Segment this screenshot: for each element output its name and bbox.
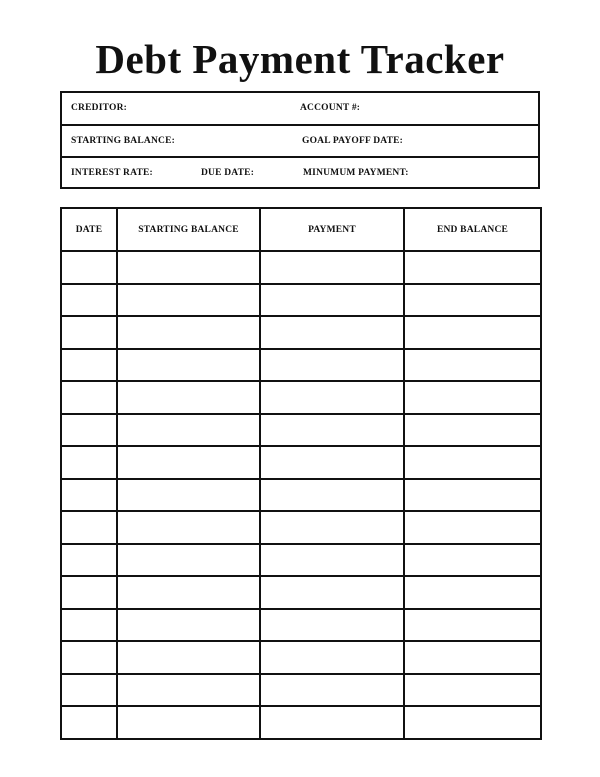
end-balance-cell[interactable] xyxy=(404,576,541,609)
date-cell[interactable] xyxy=(61,674,117,707)
page-title: Debt Payment Tracker xyxy=(95,36,505,82)
date-cell[interactable] xyxy=(61,316,117,349)
end-balance-cell[interactable] xyxy=(404,511,541,544)
starting-balance-cell[interactable] xyxy=(117,349,260,382)
account-info-box xyxy=(60,91,540,189)
starting-balance-cell[interactable] xyxy=(117,414,260,447)
payment-cell[interactable] xyxy=(260,674,404,707)
column-header-date: DATE xyxy=(61,208,117,251)
end-balance-cell[interactable] xyxy=(404,706,541,739)
end-balance-cell[interactable] xyxy=(404,674,541,707)
table-row xyxy=(61,446,541,479)
date-cell[interactable] xyxy=(61,544,117,577)
table-row xyxy=(61,706,541,739)
starting-balance-cell[interactable] xyxy=(117,641,260,674)
end-balance-cell[interactable] xyxy=(404,446,541,479)
payment-cell[interactable] xyxy=(260,479,404,512)
payment-log-table xyxy=(60,207,542,740)
date-cell[interactable] xyxy=(61,381,117,414)
date-cell[interactable] xyxy=(61,284,117,317)
info-row-terms xyxy=(62,156,538,191)
table-row xyxy=(61,381,541,414)
end-balance-cell[interactable] xyxy=(404,609,541,642)
table-header-row xyxy=(61,208,541,251)
due-date-field[interactable]: DUE DATE: xyxy=(201,168,255,178)
table-row xyxy=(61,576,541,609)
date-cell[interactable] xyxy=(61,446,117,479)
starting-balance-cell[interactable] xyxy=(117,544,260,577)
table-row xyxy=(61,251,541,284)
payment-cell[interactable] xyxy=(260,511,404,544)
column-header-end-balance: END BALANCE xyxy=(404,208,541,251)
end-balance-cell[interactable] xyxy=(404,414,541,447)
payment-cell[interactable] xyxy=(260,251,404,284)
payment-cell[interactable] xyxy=(260,414,404,447)
end-balance-cell[interactable] xyxy=(404,316,541,349)
payment-cell[interactable] xyxy=(260,609,404,642)
end-balance-cell[interactable] xyxy=(404,641,541,674)
end-balance-cell[interactable] xyxy=(404,251,541,284)
end-balance-cell[interactable] xyxy=(404,544,541,577)
table-row xyxy=(61,414,541,447)
date-cell[interactable] xyxy=(61,576,117,609)
date-cell[interactable] xyxy=(61,479,117,512)
payment-cell[interactable] xyxy=(260,446,404,479)
payment-cell[interactable] xyxy=(260,544,404,577)
payment-cell[interactable] xyxy=(260,641,404,674)
starting-balance-cell[interactable] xyxy=(117,284,260,317)
date-cell[interactable] xyxy=(61,349,117,382)
date-cell[interactable] xyxy=(61,609,117,642)
column-header-starting-balance: STARTING BALANCE xyxy=(117,208,260,251)
payment-cell[interactable] xyxy=(260,316,404,349)
end-balance-cell[interactable] xyxy=(404,381,541,414)
payment-cell[interactable] xyxy=(260,706,404,739)
starting-balance-cell[interactable] xyxy=(117,251,260,284)
starting-balance-cell[interactable] xyxy=(117,381,260,414)
starting-balance-cell[interactable] xyxy=(117,446,260,479)
starting-balance-cell[interactable] xyxy=(117,609,260,642)
creditor-field[interactable]: CREDITOR: xyxy=(71,103,127,113)
date-cell[interactable] xyxy=(61,414,117,447)
table-row xyxy=(61,544,541,577)
table-row xyxy=(61,511,541,544)
minimum-payment-field[interactable]: MINUMUM PAYMENT: xyxy=(303,168,409,178)
date-cell[interactable] xyxy=(61,641,117,674)
payment-cell[interactable] xyxy=(260,381,404,414)
table-row xyxy=(61,316,541,349)
starting-balance-cell[interactable] xyxy=(117,316,260,349)
end-balance-cell[interactable] xyxy=(404,349,541,382)
starting-balance-cell[interactable] xyxy=(117,576,260,609)
table-row xyxy=(61,641,541,674)
starting-balance-cell[interactable] xyxy=(117,674,260,707)
end-balance-cell[interactable] xyxy=(404,479,541,512)
date-cell[interactable] xyxy=(61,706,117,739)
payment-cell[interactable] xyxy=(260,284,404,317)
info-row-balance xyxy=(62,124,538,158)
starting-balance-cell[interactable] xyxy=(117,479,260,512)
date-cell[interactable] xyxy=(61,511,117,544)
table-row xyxy=(61,349,541,382)
column-header-payment: PAYMENT xyxy=(260,208,404,251)
table-row xyxy=(61,284,541,317)
starting-balance-cell[interactable] xyxy=(117,511,260,544)
goal-payoff-date-field[interactable]: GOAL PAYOFF DATE: xyxy=(302,136,404,146)
table-row xyxy=(61,479,541,512)
payment-cell[interactable] xyxy=(260,349,404,382)
payment-cell[interactable] xyxy=(260,576,404,609)
interest-rate-field[interactable]: INTEREST RATE: xyxy=(71,168,153,178)
end-balance-cell[interactable] xyxy=(404,284,541,317)
table-row xyxy=(61,674,541,707)
date-cell[interactable] xyxy=(61,251,117,284)
info-row-creditor xyxy=(62,93,538,125)
starting-balance-cell[interactable] xyxy=(117,706,260,739)
table-body xyxy=(61,251,541,739)
account-number-field[interactable]: ACCOUNT #: xyxy=(300,103,361,113)
starting-balance-field[interactable]: STARTING BALANCE: xyxy=(71,136,175,146)
table-row xyxy=(61,609,541,642)
